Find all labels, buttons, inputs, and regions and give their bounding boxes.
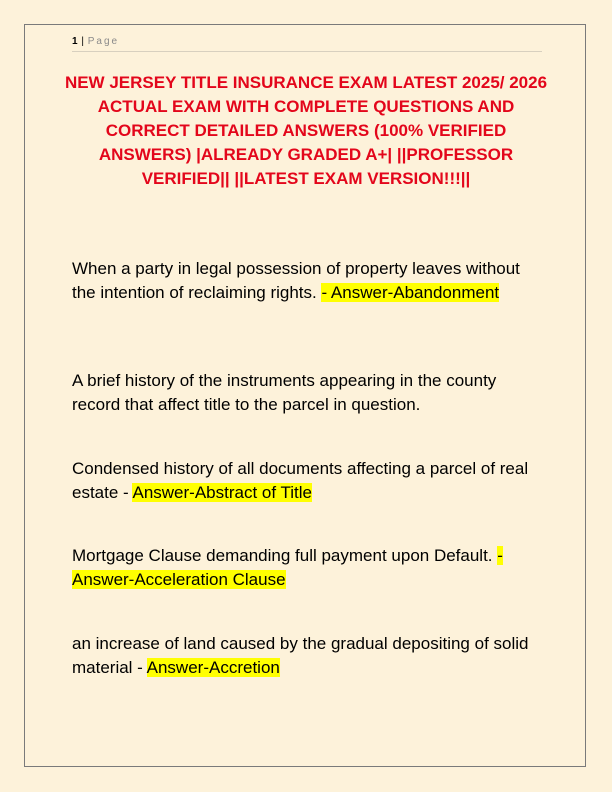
answer-text: - Answer-Acceleration Clause — [72, 546, 503, 589]
qa-item-acceleration-clause — [72, 544, 542, 592]
qa-item-abstract-of-title — [72, 457, 542, 505]
answer-text: - Answer-Abandonment — [321, 283, 500, 302]
document-title: NEW JERSEY TITLE INSURANCE EXAM LATEST 2025/ 2026 ACTUAL EXAM WITH COMPLETE QUESTIONS AND CORRECT DETAILED ANSWERS (100% VERIFIED ANSWERS) |ALREADY GRADED A+| ||PROFESSOR VERIFIED|| ||LATEST EXAM VERSION!!!|| — [64, 73, 548, 188]
page-number: 1 — [72, 36, 78, 47]
question-text: When a party in legal possession of property leaves without the intention of reclaiming rights. — [72, 259, 520, 302]
page-header — [72, 35, 542, 52]
qa-item-abandonment — [72, 257, 542, 305]
answer-text: Answer-Accretion — [146, 658, 280, 677]
question-text: an increase of land caused by the gradual depositing of solid material - — [72, 634, 529, 677]
page-separator: | — [81, 36, 84, 47]
qa-item-accretion — [72, 632, 542, 680]
question-text: Mortgage Clause demanding full payment upon Default. — [72, 546, 498, 565]
question-text: Condensed history of all documents affecting a parcel of real estate - — [72, 459, 529, 502]
qa-item-brief-history — [72, 369, 542, 417]
answer-text: Answer-Abstract of Title — [132, 483, 312, 502]
question-text: A brief history of the instruments appearing in the county record that affect title to the parcel in question. — [72, 371, 497, 414]
page-label: Page — [87, 36, 120, 47]
